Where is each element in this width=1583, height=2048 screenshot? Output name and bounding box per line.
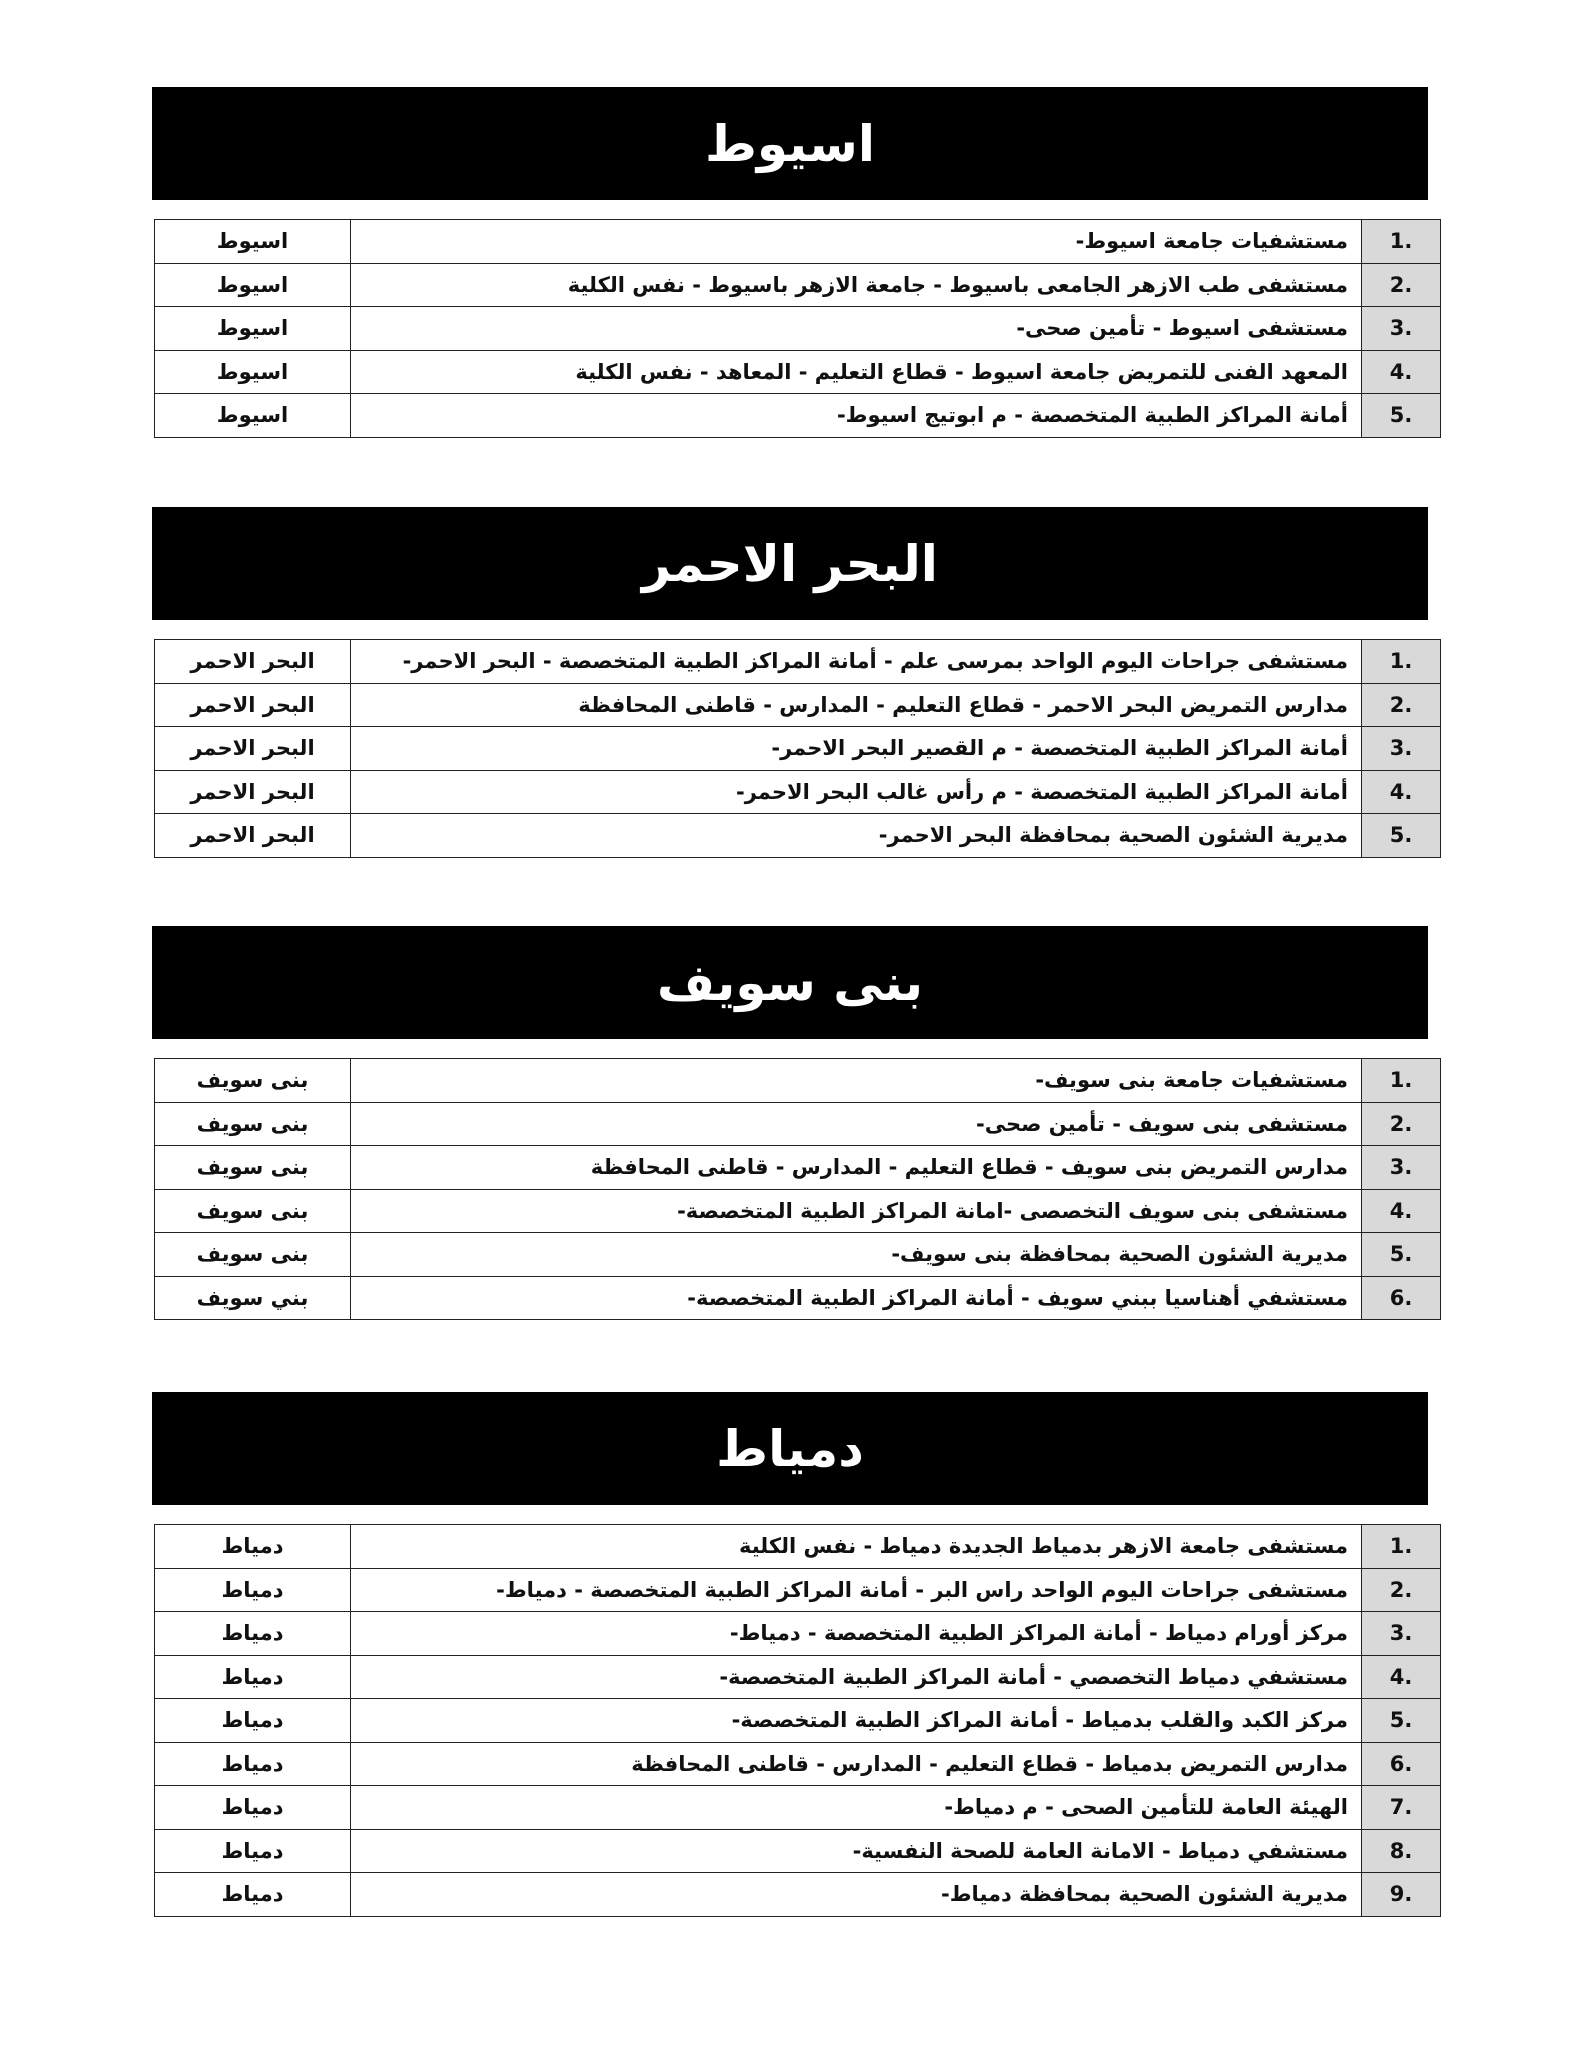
- section-asyut: [152, 87, 1428, 438]
- table-row: [155, 220, 1441, 264]
- facility-name: مركز أورام دمياط - أمانة المراكز الطبية المتخصصة - دمياط-: [351, 1612, 1362, 1656]
- governorate: اسيوط: [155, 350, 351, 394]
- facility-name: مديرية الشئون الصحية بمحافظة دمياط-: [351, 1873, 1362, 1917]
- governorate: اسيوط: [155, 263, 351, 307]
- table-row: [155, 1059, 1441, 1103]
- section-red-sea: [152, 507, 1428, 858]
- row-number: 3.: [1362, 727, 1441, 771]
- row-number: 3.: [1362, 1612, 1441, 1656]
- table-row: [155, 263, 1441, 307]
- facility-name: مستشفى طب الازهر الجامعى باسيوط - جامعة الازهر باسيوط - نفس الكلية: [351, 263, 1362, 307]
- facility-name: مستشفي دمياط التخصصي - أمانة المراكز الطبية المتخصصة-: [351, 1655, 1362, 1699]
- row-number: 2.: [1362, 263, 1441, 307]
- table-row: [155, 1146, 1441, 1190]
- facility-name: أمانة المراكز الطبية المتخصصة - م ابوتيج اسيوط-: [351, 394, 1362, 438]
- row-number: 5.: [1362, 1699, 1441, 1743]
- row-number: 8.: [1362, 1829, 1441, 1873]
- table-row: [155, 727, 1441, 771]
- governorate: دمياط: [155, 1655, 351, 1699]
- table-row: [155, 1786, 1441, 1830]
- governorate: البحر الاحمر: [155, 640, 351, 684]
- table-row: [155, 640, 1441, 684]
- facility-table: [154, 1524, 1441, 1917]
- governorate: بنى سويف: [155, 1059, 351, 1103]
- row-number: 5.: [1362, 394, 1441, 438]
- facility-name: مديرية الشئون الصحية بمحافظة بنى سويف-: [351, 1233, 1362, 1277]
- table-row: [155, 1276, 1441, 1320]
- row-number: 3.: [1362, 307, 1441, 351]
- governorate: البحر الاحمر: [155, 727, 351, 771]
- facility-name: مدارس التمريض البحر الاحمر - قطاع التعليم - المدارس - قاطنى المحافظة: [351, 683, 1362, 727]
- row-number: 5.: [1362, 1233, 1441, 1277]
- table-row: [155, 1699, 1441, 1743]
- section-beni-suef: [152, 926, 1428, 1320]
- table-row: [155, 307, 1441, 351]
- governorate: دمياط: [155, 1829, 351, 1873]
- governorate: بنى سويف: [155, 1102, 351, 1146]
- section-title: دمياط: [152, 1392, 1428, 1505]
- section-title: بنى سويف: [152, 926, 1428, 1039]
- row-number: 1.: [1362, 1525, 1441, 1569]
- governorate: اسيوط: [155, 394, 351, 438]
- governorate: دمياط: [155, 1742, 351, 1786]
- governorate: البحر الاحمر: [155, 770, 351, 814]
- table-row: [155, 814, 1441, 858]
- facility-name: مستشفى بنى سويف التخصصى -امانة المراكز الطبية المتخصصة-: [351, 1189, 1362, 1233]
- row-number: 6.: [1362, 1742, 1441, 1786]
- facility-name: مديرية الشئون الصحية بمحافظة البحر الاحمر-: [351, 814, 1362, 858]
- governorate: اسيوط: [155, 307, 351, 351]
- governorate: دمياط: [155, 1786, 351, 1830]
- governorate: اسيوط: [155, 220, 351, 264]
- facility-name: أمانة المراكز الطبية المتخصصة - م رأس غالب البحر الاحمر-: [351, 770, 1362, 814]
- section-title: اسيوط: [152, 87, 1428, 200]
- row-number: 2.: [1362, 683, 1441, 727]
- table-row: [155, 394, 1441, 438]
- row-number: 5.: [1362, 814, 1441, 858]
- table-row: [155, 1742, 1441, 1786]
- facility-name: مستشفى اسيوط - تأمين صحى-: [351, 307, 1362, 351]
- governorate: دمياط: [155, 1699, 351, 1743]
- governorate: دمياط: [155, 1525, 351, 1569]
- row-number: 1.: [1362, 640, 1441, 684]
- facility-table: [154, 1058, 1441, 1320]
- table-row: [155, 1525, 1441, 1569]
- facility-table: [154, 639, 1441, 858]
- row-number: 7.: [1362, 1786, 1441, 1830]
- row-number: 6.: [1362, 1276, 1441, 1320]
- row-number: 9.: [1362, 1873, 1441, 1917]
- table-row: [155, 1829, 1441, 1873]
- governorate: دمياط: [155, 1568, 351, 1612]
- facility-table: [154, 219, 1441, 438]
- facility-name: مستشفي دمياط - الامانة العامة للصحة النفسية-: [351, 1829, 1362, 1873]
- governorate: بني سويف: [155, 1276, 351, 1320]
- row-number: 4.: [1362, 770, 1441, 814]
- facility-name: الهيئة العامة للتأمين الصحى - م دمياط-: [351, 1786, 1362, 1830]
- table-row: [155, 350, 1441, 394]
- governorate: دمياط: [155, 1873, 351, 1917]
- facility-name: أمانة المراكز الطبية المتخصصة - م القصير البحر الاحمر-: [351, 727, 1362, 771]
- facility-name: مستشفيات جامعة بنى سويف-: [351, 1059, 1362, 1103]
- facility-name: مستشفى جامعة الازهر بدمياط الجديدة دمياط - نفس الكلية: [351, 1525, 1362, 1569]
- facility-name: مستشفي أهناسيا ببني سويف - أمانة المراكز الطبية المتخصصة-: [351, 1276, 1362, 1320]
- governorate: دمياط: [155, 1612, 351, 1656]
- table-row: [155, 683, 1441, 727]
- row-number: 2.: [1362, 1102, 1441, 1146]
- governorate: بنى سويف: [155, 1189, 351, 1233]
- row-number: 1.: [1362, 220, 1441, 264]
- facility-name: مدارس التمريض بنى سويف - قطاع التعليم - المدارس - قاطنى المحافظة: [351, 1146, 1362, 1190]
- row-number: 2.: [1362, 1568, 1441, 1612]
- table-row: [155, 1233, 1441, 1277]
- row-number: 3.: [1362, 1146, 1441, 1190]
- table-row: [155, 1612, 1441, 1656]
- table-row: [155, 1189, 1441, 1233]
- facility-name: مركز الكبد والقلب بدمياط - أمانة المراكز الطبية المتخصصة-: [351, 1699, 1362, 1743]
- section-title: البحر الاحمر: [152, 507, 1428, 620]
- facility-name: مستشفيات جامعة اسيوط-: [351, 220, 1362, 264]
- facility-name: مستشفى بنى سويف - تأمين صحى-: [351, 1102, 1362, 1146]
- table-row: [155, 1102, 1441, 1146]
- row-number: 4.: [1362, 1655, 1441, 1699]
- table-row: [155, 1568, 1441, 1612]
- governorate: بنى سويف: [155, 1233, 351, 1277]
- facility-name: مستشفى جراحات اليوم الواحد راس البر - أمانة المراكز الطبية المتخصصة - دمياط-: [351, 1568, 1362, 1612]
- row-number: 4.: [1362, 1189, 1441, 1233]
- governorate: البحر الاحمر: [155, 814, 351, 858]
- row-number: 4.: [1362, 350, 1441, 394]
- facility-name: مستشفى جراحات اليوم الواحد بمرسى علم - أمانة المراكز الطبية المتخصصة - البحر الاحمر-: [351, 640, 1362, 684]
- row-number: 1.: [1362, 1059, 1441, 1103]
- governorate: البحر الاحمر: [155, 683, 351, 727]
- table-row: [155, 770, 1441, 814]
- facility-name: مدارس التمريض بدمياط - قطاع التعليم - المدارس - قاطنى المحافظة: [351, 1742, 1362, 1786]
- section-damietta: [152, 1392, 1428, 1917]
- table-row: [155, 1655, 1441, 1699]
- facility-name: المعهد الفنى للتمريض جامعة اسيوط - قطاع التعليم - المعاهد - نفس الكلية: [351, 350, 1362, 394]
- table-row: [155, 1873, 1441, 1917]
- governorate: بنى سويف: [155, 1146, 351, 1190]
